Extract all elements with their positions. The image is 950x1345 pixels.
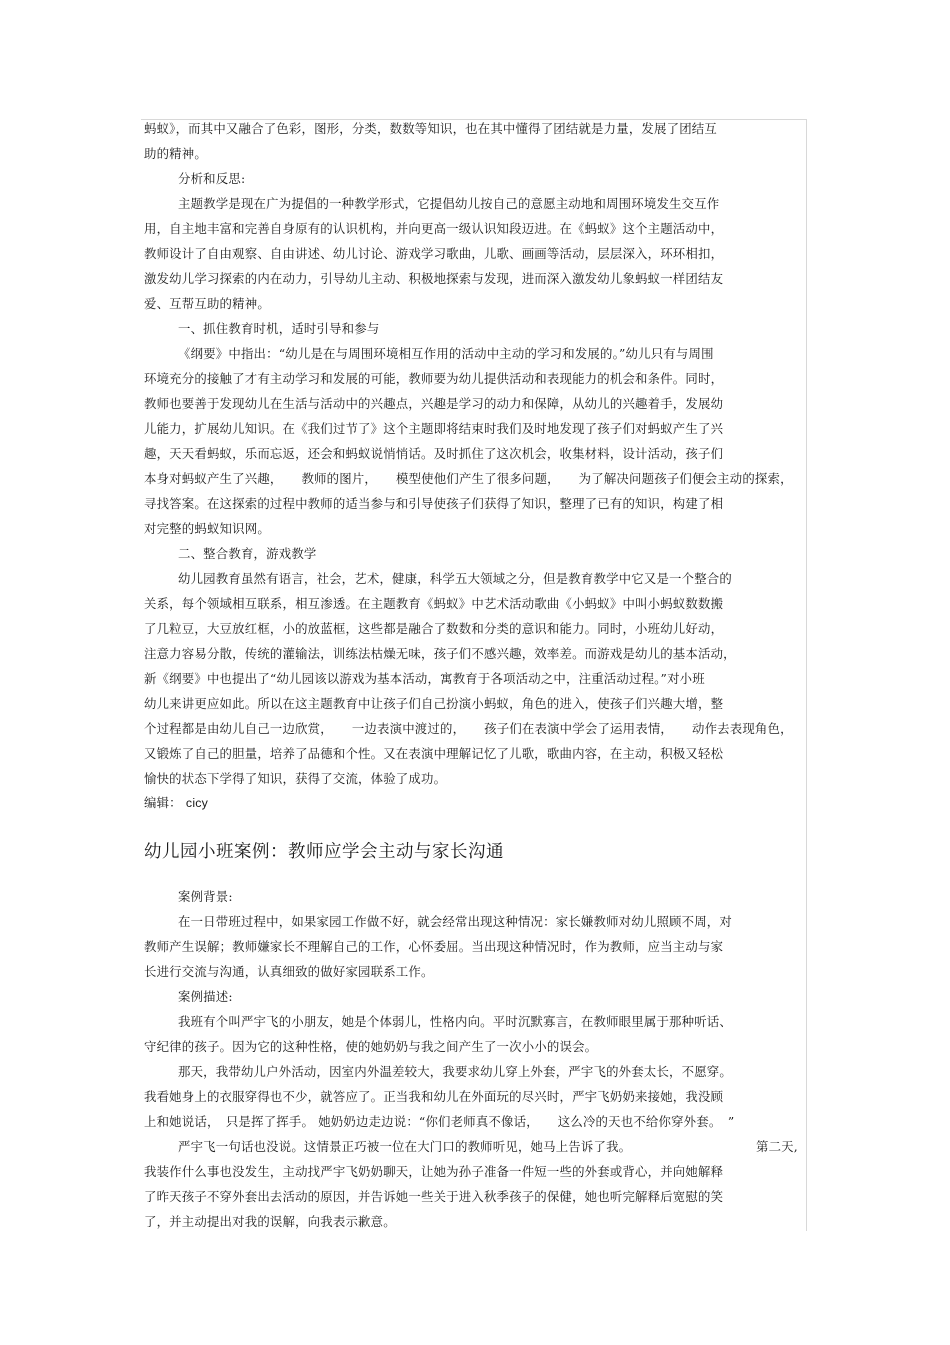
paragraph-line: 激发幼儿学习探索的内在动力，引导幼儿主动、积极地探索与发现，进而深入激发幼儿象蚂蚁一样团结友 (144, 271, 724, 286)
paragraph-line: 我看她身上的衣服穿得也不少，就答应了。正当我和幼儿在外面玩的尽兴时，严宇飞奶奶来接她，我没顾 (144, 1089, 724, 1104)
section-heading: 一、抓住教育时机，适时引导和参与 (178, 321, 380, 336)
paragraph-line: 注意力容易分散，传统的灌输法，训练法枯燥无味，孩子们不感兴趣，效率差。而游戏是幼儿的基本活动， (144, 646, 736, 661)
paragraph-line: 长进行交流与沟通，认真细致的做好家园联系工作。 (144, 964, 434, 979)
paragraph-line: 新《纲要》中也提出了“幼儿园该以游戏为基本活动，寓教育于各项活动之中，注重活动过程。”对小班 (144, 671, 705, 686)
paragraph-line (178, 1139, 802, 1155)
paragraph-line: 蚂蚁》，而其中又融合了色彩，图形，分类，数数等知识，也在其中懂得了团结就是力量，发展了团结互 (144, 121, 717, 136)
paragraph-line-text: 严宇飞一句话也没说。这情景正巧被一位在大门口的教师听见，她马上告诉了我。 (178, 1139, 632, 1154)
paragraph-line: 上和她说话， 只是挥了挥手。 她奶奶边走边说：“你们老师真不像话， 这么冷的天也不给你穿外套。 ” (144, 1114, 735, 1129)
paragraph-line: 了几粒豆，大豆放红框，小的放蓝框，这些都是融合了数数和分类的意识和能力。同时，小班幼儿好动， (144, 621, 724, 636)
paragraph-line: 教师也要善于发现幼儿在生活与活动中的兴趣点，兴趣是学习的动力和保障，从幼儿的兴趣着手，发展幼 (144, 396, 724, 411)
paragraph-line: 教师产生误解；教师嫌家长不理解自己的工作，心怀委屈。当出现这种情况时，作为教师，应当主动与家 (144, 939, 724, 954)
page-frame-right-border (806, 119, 807, 1231)
paragraph-line: 主题教学是现在广为提倡的一种教学形式，它提倡幼儿按自己的意愿主动地和周围环境发生交互作 (178, 196, 720, 211)
editor-name: cicy (185, 796, 209, 810)
section-heading: 案例背景: (178, 889, 233, 904)
paragraph-line: 那天，我带幼儿户外活动，因室内外温差较大，我要求幼儿穿上外套，严宇飞的外套太长，不愿穿。 (178, 1064, 732, 1079)
paragraph-line: 用，自主地丰富和完善自身原有的认识机构，并向更高一级认识知段迈进。在《蚂蚁》这个主题活动中， (144, 221, 724, 236)
section-heading: 二、整合教育，游戏教学 (178, 546, 317, 561)
paragraph-line: 《纲要》中指出：“幼儿是在与周围环境相互作用的活动中主动的学习和发展的。”幼儿只有与周围 (178, 346, 714, 361)
paragraph-line: 趣，天天看蚂蚁，乐而忘返，还会和蚂蚁说悄悄话。及时抓住了这次机会，收集材料，设计活动，孩子们 (144, 446, 724, 461)
paragraph-line: 个过程都是由幼儿自己一边欣赏， 一边表演中渡过的， 孩子们在表演中学会了运用表情， 动作去表现角色， (144, 721, 793, 736)
editor-label: 编辑： (144, 795, 182, 810)
paragraph-line: 关系，每个领域相互联系，相互渗透。在主题教育《蚂蚁》中艺术活动歌曲《小蚂蚁》中叫小蚂蚁数数搬 (144, 596, 724, 611)
paragraph-line: 幼儿来讲更应如此。所以在这主题教育中让孩子们自己扮演小蚂蚁，角色的进入，使孩子们兴趣大增，整 (144, 696, 724, 711)
paragraph-line: 爱、互帮互助的精神。 (144, 296, 270, 311)
paragraph-line: 环境充分的接触了才有主动学习和发展的可能，教师要为幼儿提供活动和表现能力的机会和条件。同时， (144, 371, 724, 386)
paragraph-line: 在一日带班过程中，如果家园工作做不好，就会经常出现这种情况：家长嫌教师对幼儿照顾不周，对 (178, 914, 732, 929)
section-heading: 分析和反思: (178, 171, 246, 186)
next-day-text: 第二天, (756, 1139, 798, 1154)
section-heading: 案例描述: (178, 989, 233, 1004)
paragraph-line: 了，并主动提出对我的误解，向我表示歉意。 (144, 1214, 396, 1229)
paragraph-line: 幼儿园教育虽然有语言，社会，艺术，健康，科学五大领域之分，但是教育教学中它又是一个整合的 (178, 571, 732, 586)
paragraph-line: 又锻炼了自己的胆量，培养了品德和个性。又在表演中理解记忆了儿歌，歌曲内容，在主动，积极又轻松 (144, 746, 724, 761)
article-title: 幼儿园小班案例：教师应学会主动与家长沟通 (144, 842, 504, 862)
paragraph-line: 本身对蚂蚁产生了兴趣， 教师的图片， 模型使他们产生了很多问题， 为了解决问题孩子们便会主动的探索， (144, 471, 793, 486)
paragraph-line: 我装作什么事也没发生，主动找严宇飞奶奶聊天，让她为孙子准备一件短一些的外套或背心，并向她解释 (144, 1164, 724, 1179)
paragraph-line: 了昨天孩子不穿外套出去活动的原因，并告诉她一些关于进入秋季孩子的保健，她也听完解释后宽慰的笑 (144, 1189, 724, 1204)
paragraph-line: 我班有个叫严宇飞的小朋友，她是个体弱儿，性格内向。平时沉默寡言，在教师眼里属于那种听话、 (178, 1014, 732, 1029)
paragraph-line: 寻找答案。在这探索的过程中教师的适当参与和引导使孩子们获得了知识，整理了已有的知识，构建了相 (144, 496, 724, 511)
paragraph-line: 助的精神。 (144, 146, 207, 161)
editor-credit (144, 795, 208, 811)
paragraph-line: 愉快的状态下学得了知识，获得了交流，体验了成功。 (144, 771, 447, 786)
paragraph-line: 守纪律的孩子。因为它的这种性格，使的她奶奶与我之间产生了一次小小的误会。 (144, 1039, 598, 1054)
page-frame-top-border (141, 119, 807, 120)
paragraph-line: 儿能力，扩展幼儿知识。在《我们过节了》这个主题即将结束时我们及时地发现了孩子们对蚂蚁产生了兴 (144, 421, 724, 436)
paragraph-line: 对完整的蚂蚁知识网。 (144, 521, 270, 536)
paragraph-line: 教师设计了自由观察、自由讲述、幼儿讨论、游戏学习歌曲，儿歌、画画等活动，层层深入，环环相扣， (144, 246, 724, 261)
